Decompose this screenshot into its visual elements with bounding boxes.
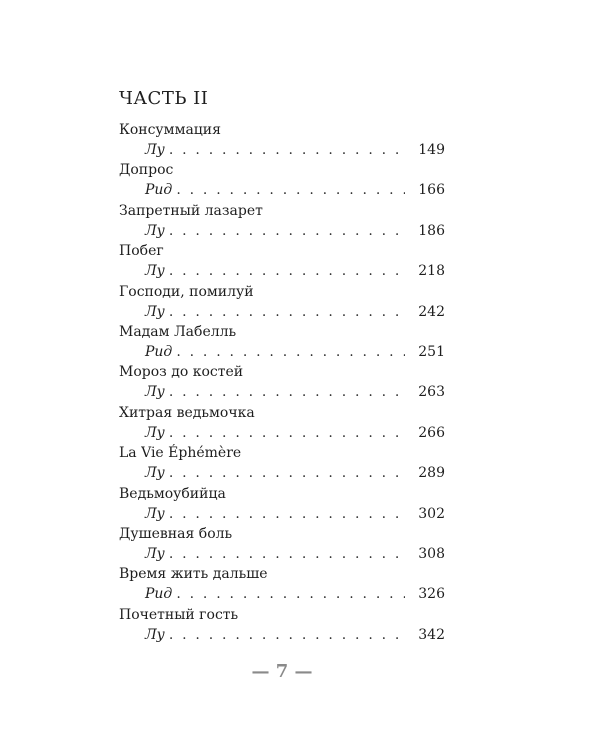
chapter-line: [145, 625, 445, 645]
toc-entry: [119, 403, 445, 443]
chapter-author: Рид: [145, 586, 173, 603]
dot-leader: [169, 302, 405, 322]
chapter-author: Рид: [145, 343, 173, 360]
dot-leader: [176, 342, 405, 362]
chapter-page-number: 263: [418, 384, 445, 401]
chapter-page-number: 149: [418, 142, 445, 158]
chapter-title: Запретный лазарет: [119, 202, 263, 219]
dot-leader: [169, 261, 405, 281]
chapter-line: [145, 180, 445, 200]
chapter-line: [145, 423, 445, 443]
chapter-author: Лу: [145, 384, 165, 401]
chapter-title: Побег: [119, 243, 164, 260]
chapter-title: Время жить дальше: [119, 566, 268, 583]
chapter-author: Лу: [145, 424, 165, 441]
chapter-author: Лу: [145, 465, 165, 482]
chapter-line: [145, 463, 445, 483]
dot-leader: [169, 221, 405, 241]
chapter-line: [145, 584, 445, 604]
chapter-line: [145, 342, 445, 362]
toc-page: [119, 0, 449, 750]
chapter-page-number: 302: [418, 505, 445, 522]
toc-entry: [119, 241, 445, 281]
chapter-title: Почетный гость: [119, 606, 239, 623]
chapter-page-number: 266: [418, 424, 445, 441]
part-title: ЧАСТЬ II: [119, 88, 209, 109]
chapter-line: [145, 504, 445, 524]
chapter-title: Душевная боль: [119, 525, 233, 542]
chapter-line: [145, 221, 445, 241]
chapter-author: Лу: [145, 545, 165, 562]
chapter-author: Рид: [145, 182, 173, 199]
dot-leader: [169, 463, 405, 483]
table-of-contents: [119, 120, 445, 645]
chapter-title: Господи, помилуй: [119, 283, 254, 300]
chapter-author: Лу: [145, 222, 165, 239]
toc-entry: [119, 201, 445, 241]
toc-entry: [119, 362, 445, 402]
chapter-page-number: 186: [418, 222, 445, 239]
chapter-page-number: 251: [418, 343, 445, 360]
chapter-author: Лу: [145, 263, 165, 280]
chapter-page-number: 308: [418, 545, 445, 562]
chapter-title: Мороз до костей: [119, 364, 244, 381]
page-number: — 7 —: [251, 661, 313, 682]
chapter-line: [145, 544, 445, 564]
dot-leader: [169, 423, 405, 443]
chapter-title: Консуммация: [119, 122, 221, 138]
chapter-page-number: 342: [418, 626, 445, 643]
dot-leader: [169, 140, 405, 160]
chapter-title: Мадам Лабелль: [119, 323, 237, 340]
toc-entry: [119, 564, 445, 604]
dot-leader: [176, 180, 405, 200]
chapter-author: Лу: [145, 142, 165, 158]
toc-entry: [119, 322, 445, 362]
chapter-title: Хитрая ведьмочка: [119, 404, 255, 421]
dot-leader: [169, 625, 405, 645]
chapter-line: [145, 302, 445, 322]
toc-entry: [119, 120, 445, 160]
chapter-title: Допрос: [119, 162, 174, 179]
chapter-page-number: 166: [418, 182, 445, 199]
chapter-line: [145, 261, 445, 281]
chapter-author: Лу: [145, 505, 165, 522]
toc-entry: [119, 160, 445, 200]
toc-entry: [119, 524, 445, 564]
dot-leader: [169, 544, 405, 564]
dot-leader: [176, 584, 405, 604]
dot-leader: [169, 504, 405, 524]
chapter-line: [145, 382, 445, 402]
dot-leader: [169, 382, 405, 402]
chapter-author: Лу: [145, 303, 165, 320]
toc-entry: [119, 484, 445, 524]
chapter-page-number: 218: [418, 263, 445, 280]
chapter-page-number: 242: [418, 303, 445, 320]
chapter-title: Ведьмоубийца: [119, 485, 226, 502]
toc-entry: [119, 282, 445, 322]
chapter-page-number: 289: [418, 465, 445, 482]
chapter-title: La Vie Éphémère: [119, 445, 242, 462]
chapter-page-number: 326: [418, 586, 445, 603]
toc-entry: [119, 443, 445, 483]
toc-entry: [119, 605, 445, 645]
chapter-author: Лу: [145, 626, 165, 643]
chapter-line: [145, 140, 445, 160]
